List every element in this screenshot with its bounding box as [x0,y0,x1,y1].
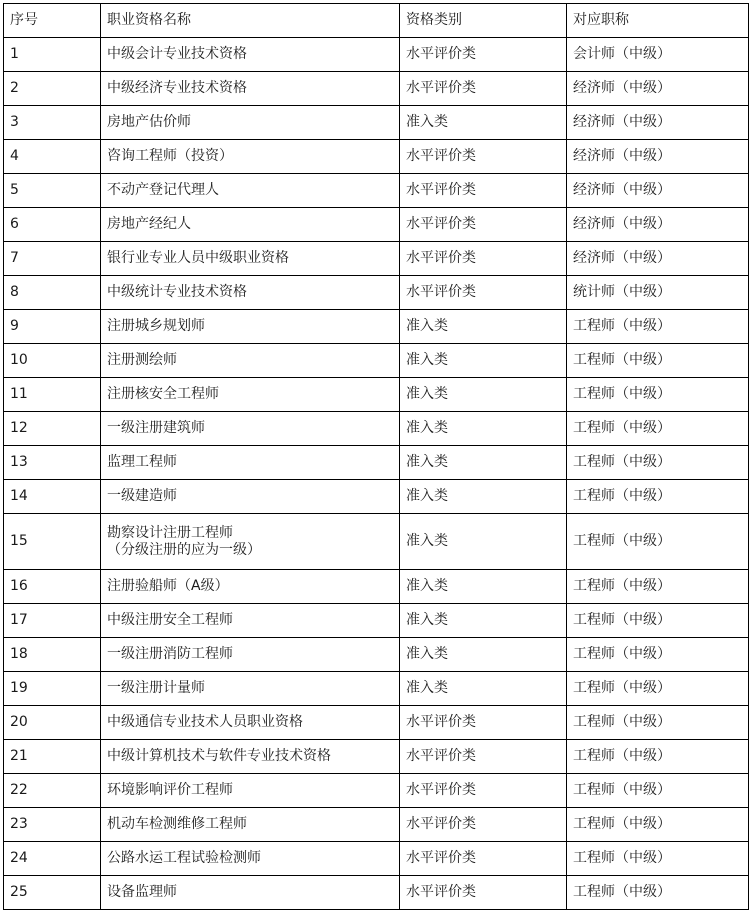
cell-index: 13 [4,446,101,480]
cell-category: 准入类 [400,480,567,514]
table-row [4,774,749,808]
cell-title: 工程师（中级） [567,808,749,842]
cell-qualification-name: 注册测绘师 [101,344,400,378]
cell-index: 21 [4,740,101,774]
cell-qualification-name: 银行业专业人员中级职业资格 [101,242,400,276]
cell-qualification-name: 房地产估价师 [101,106,400,140]
cell-qualification-name: 咨询工程师（投资） [101,140,400,174]
table-row [4,446,749,480]
cell-index: 8 [4,276,101,310]
cell-category: 水平评价类 [400,174,567,208]
cell-index: 7 [4,242,101,276]
cell-category: 准入类 [400,344,567,378]
cell-qualification-name: 不动产登记代理人 [101,174,400,208]
cell-index: 15 [4,514,101,570]
cell-qualification-name: 环境影响评价工程师 [101,774,400,808]
cell-qualification-name: 设备监理师 [101,876,400,910]
cell-category: 水平评价类 [400,242,567,276]
cell-category: 准入类 [400,106,567,140]
cell-category: 准入类 [400,378,567,412]
table-row [4,106,749,140]
table-row [4,378,749,412]
cell-index: 6 [4,208,101,242]
table-row [4,310,749,344]
cell-title: 工程师（中级） [567,672,749,706]
cell-title: 工程师（中级） [567,344,749,378]
cell-qualification-name: 房地产经纪人 [101,208,400,242]
cell-index: 23 [4,808,101,842]
cell-category: 准入类 [400,672,567,706]
cell-index: 14 [4,480,101,514]
cell-category: 水平评价类 [400,208,567,242]
header-row [4,4,749,38]
cell-qualification-name: 中级注册安全工程师 [101,604,400,638]
table-row [4,706,749,740]
cell-index: 16 [4,570,101,604]
cell-category: 水平评价类 [400,842,567,876]
table-row [4,740,749,774]
cell-index: 4 [4,140,101,174]
cell-qualification-name: 注册验船师（A级） [101,570,400,604]
cell-index: 24 [4,842,101,876]
cell-qualification-name: 中级计算机技术与软件专业技术资格 [101,740,400,774]
cell-index: 12 [4,412,101,446]
qualification-table [3,3,749,910]
cell-title: 经济师（中级） [567,174,749,208]
cell-category: 水平评价类 [400,276,567,310]
cell-qualification-name: 一级注册计量师 [101,672,400,706]
cell-title: 工程师（中级） [567,570,749,604]
cell-index: 25 [4,876,101,910]
table-row [4,514,749,570]
table-header [4,4,749,38]
table-row [4,672,749,706]
cell-index: 9 [4,310,101,344]
cell-title: 会计师（中级） [567,38,749,72]
cell-title: 经济师（中级） [567,208,749,242]
cell-index: 1 [4,38,101,72]
cell-title: 工程师（中级） [567,842,749,876]
cell-category: 准入类 [400,604,567,638]
table-row [4,638,749,672]
cell-title: 工程师（中级） [567,604,749,638]
table-row [4,276,749,310]
table-row [4,808,749,842]
table-row [4,570,749,604]
table-row [4,842,749,876]
cell-category: 准入类 [400,412,567,446]
cell-title: 统计师（中级） [567,276,749,310]
table-row [4,604,749,638]
cell-title: 工程师（中级） [567,740,749,774]
cell-category: 水平评价类 [400,774,567,808]
cell-qualification-name: 勘察设计注册工程师 （分级注册的应为一级） [101,514,400,570]
cell-category: 水平评价类 [400,140,567,174]
cell-category: 准入类 [400,638,567,672]
cell-qualification-name: 一级建造师 [101,480,400,514]
cell-qualification-name: 监理工程师 [101,446,400,480]
cell-title: 经济师（中级） [567,106,749,140]
cell-title: 工程师（中级） [567,480,749,514]
cell-category: 准入类 [400,514,567,570]
cell-index: 11 [4,378,101,412]
cell-title: 经济师（中级） [567,242,749,276]
cell-title: 工程师（中级） [567,446,749,480]
cell-qualification-name: 中级会计专业技术资格 [101,38,400,72]
table-row [4,242,749,276]
cell-index: 17 [4,604,101,638]
cell-title: 工程师（中级） [567,638,749,672]
header-title: 对应职称 [567,4,749,38]
cell-qualification-name: 机动车检测维修工程师 [101,808,400,842]
cell-title: 工程师（中级） [567,514,749,570]
cell-index: 20 [4,706,101,740]
cell-category: 准入类 [400,446,567,480]
cell-title: 经济师（中级） [567,140,749,174]
cell-qualification-name: 中级通信专业技术人员职业资格 [101,706,400,740]
cell-title: 工程师（中级） [567,412,749,446]
cell-qualification-name: 注册城乡规划师 [101,310,400,344]
cell-index: 3 [4,106,101,140]
table-row [4,876,749,910]
cell-category: 水平评价类 [400,876,567,910]
cell-category: 水平评价类 [400,808,567,842]
header-index: 序号 [4,4,101,38]
cell-category: 水平评价类 [400,38,567,72]
header-category: 资格类别 [400,4,567,38]
cell-category: 准入类 [400,570,567,604]
cell-qualification-name: 一级注册消防工程师 [101,638,400,672]
cell-title: 工程师（中级） [567,310,749,344]
cell-index: 18 [4,638,101,672]
table-body [4,38,749,910]
table-row [4,38,749,72]
cell-category: 准入类 [400,310,567,344]
cell-index: 22 [4,774,101,808]
table-row [4,72,749,106]
cell-category: 水平评价类 [400,740,567,774]
cell-title: 经济师（中级） [567,72,749,106]
cell-index: 5 [4,174,101,208]
table-row [4,208,749,242]
cell-title: 工程师（中级） [567,706,749,740]
cell-title: 工程师（中级） [567,774,749,808]
table-row [4,174,749,208]
cell-index: 10 [4,344,101,378]
cell-title: 工程师（中级） [567,378,749,412]
cell-index: 2 [4,72,101,106]
cell-index: 19 [4,672,101,706]
cell-title: 工程师（中级） [567,876,749,910]
table-row [4,480,749,514]
cell-qualification-name: 中级经济专业技术资格 [101,72,400,106]
cell-qualification-name: 一级注册建筑师 [101,412,400,446]
cell-qualification-name: 公路水运工程试验检测师 [101,842,400,876]
table-row [4,140,749,174]
cell-category: 水平评价类 [400,706,567,740]
cell-category: 水平评价类 [400,72,567,106]
cell-qualification-name: 注册核安全工程师 [101,378,400,412]
table-row [4,412,749,446]
header-qualification-name: 职业资格名称 [101,4,400,38]
cell-qualification-name: 中级统计专业技术资格 [101,276,400,310]
table-row [4,344,749,378]
